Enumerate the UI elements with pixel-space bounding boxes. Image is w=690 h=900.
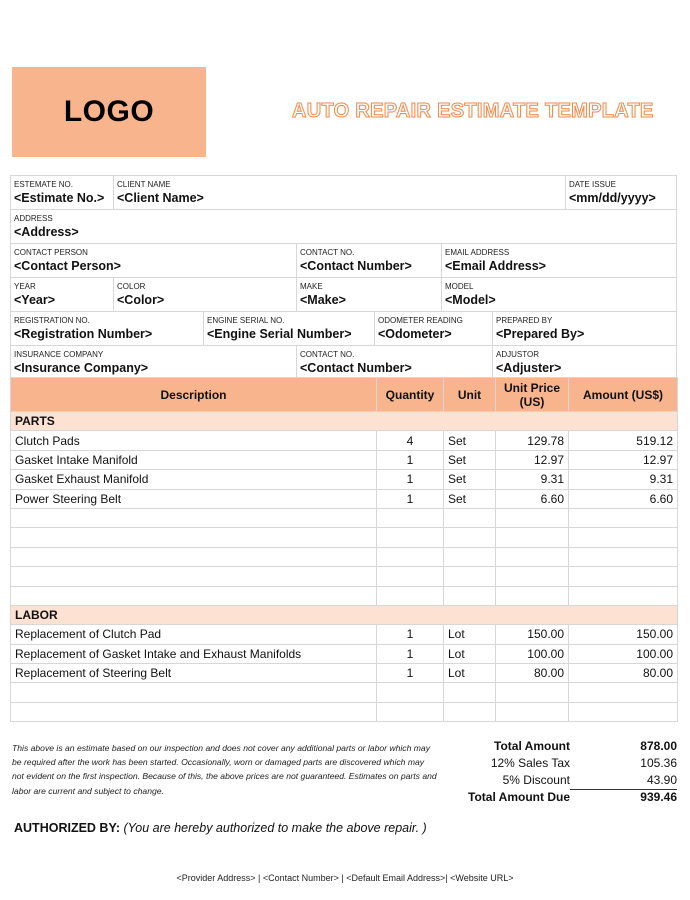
document-title: AUTO REPAIR ESTIMATE TEMPLATE <box>292 100 654 122</box>
color-label: COLOR <box>117 282 146 291</box>
address-cell[interactable] <box>10 210 677 243</box>
color-value: <Color> <box>117 293 165 307</box>
item-unit: Set <box>444 431 496 450</box>
table-row[interactable] <box>11 431 678 450</box>
unit-header: Unit <box>444 378 496 412</box>
item-unit-price: 150.00 <box>496 625 569 644</box>
contact-no-cell[interactable] <box>297 244 442 277</box>
authorization-line <box>14 821 427 835</box>
logo-text: LOGO <box>63 95 155 128</box>
total-due-row <box>446 788 677 805</box>
labor-section-label: LABOR <box>11 605 678 624</box>
engine-serial-label: ENGINE SERIAL NO. <box>207 316 285 325</box>
empty-row[interactable] <box>11 567 678 586</box>
model-value: <Model> <box>445 293 496 307</box>
item-unit: Set <box>444 470 496 489</box>
item-quantity: 1 <box>377 489 444 508</box>
empty-row[interactable] <box>11 702 678 721</box>
item-quantity: 4 <box>377 431 444 450</box>
description-header: Description <box>11 378 377 412</box>
email-value: <Email Address> <box>445 259 546 273</box>
total-due-label: Total Amount Due <box>468 789 570 804</box>
item-amount: 9.31 <box>569 470 678 489</box>
table-row[interactable] <box>11 489 678 508</box>
insurance-contact-value: <Contact Number> <box>300 361 412 375</box>
sales-tax-label: 12% Sales Tax <box>490 755 570 770</box>
item-unit-price: 9.31 <box>496 470 569 489</box>
authorization-text: (You are hereby authorized to make the above repair. ) <box>123 821 427 835</box>
registration-value: <Registration Number> <box>14 327 153 341</box>
make-value: <Make> <box>300 293 346 307</box>
contact-person-label: CONTACT PERSON <box>14 248 88 257</box>
items-table <box>10 377 678 722</box>
unit-price-header-line2: (US) <box>519 394 545 409</box>
item-amount: 150.00 <box>569 625 678 644</box>
total-amount-value: 878.00 <box>640 738 677 753</box>
insurance-label: INSURANCE COMPANY <box>14 350 104 359</box>
item-quantity: 1 <box>377 664 444 683</box>
adjustor-label: ADJUSTOR <box>496 350 539 359</box>
info-row-4 <box>10 277 677 311</box>
discount-label: 5% Discount <box>502 772 570 787</box>
engine-serial-cell[interactable] <box>204 312 375 345</box>
item-description: Replacement of Clutch Pad <box>11 625 377 644</box>
item-unit-price: 129.78 <box>496 431 569 450</box>
item-description: Gasket Exhaust Manifold <box>11 470 377 489</box>
totals-block <box>446 737 677 805</box>
model-label: MODEL <box>445 282 474 291</box>
email-label: EMAIL ADDRESS <box>445 248 510 257</box>
item-unit-price: 6.60 <box>496 489 569 508</box>
insurance-cell[interactable] <box>10 346 297 379</box>
address-label: ADDRESS <box>14 214 53 223</box>
amount-header: Amount (US$) <box>569 378 678 412</box>
address-value: <Address> <box>14 225 79 239</box>
table-header-row <box>11 378 678 412</box>
quantity-header: Quantity <box>377 378 444 412</box>
table-row[interactable] <box>11 470 678 489</box>
labor-section-row <box>11 605 678 624</box>
client-name-value: <Client Name> <box>117 191 204 205</box>
estimate-info-grid <box>10 175 677 380</box>
total-amount-row <box>446 737 677 754</box>
client-name-label: CLIENT NAME <box>117 180 171 189</box>
item-quantity: 1 <box>377 644 444 663</box>
item-quantity: 1 <box>377 450 444 469</box>
item-quantity: 1 <box>377 625 444 644</box>
make-cell[interactable] <box>297 278 442 311</box>
prepared-by-cell[interactable] <box>493 312 677 345</box>
date-issue-cell[interactable] <box>566 176 677 209</box>
contact-person-value: <Contact Person> <box>14 259 121 273</box>
prepared-by-value: <Prepared By> <box>496 327 585 341</box>
unit-price-header <box>496 378 569 412</box>
item-quantity: 1 <box>377 470 444 489</box>
item-unit-price: 80.00 <box>496 664 569 683</box>
sales-tax-value: 105.36 <box>640 755 677 770</box>
item-unit: Lot <box>444 644 496 663</box>
odometer-value: <Odometer> <box>378 327 452 341</box>
item-description: Replacement of Steering Belt <box>11 664 377 683</box>
model-cell[interactable] <box>442 278 677 311</box>
empty-row[interactable] <box>11 586 678 605</box>
logo-placeholder <box>12 67 206 157</box>
item-description: Replacement of Gasket Intake and Exhaust Manifolds <box>11 644 377 663</box>
item-amount: 100.00 <box>569 644 678 663</box>
table-row[interactable] <box>11 644 678 663</box>
year-value: <Year> <box>14 293 56 307</box>
estimate-disclaimer: This above is an estimate based on our inspection and does not cover any additional parts or labor which may be required after the work has been started. Occasionally, worn or damaged parts are discovered which may not evident on the first inspection. Because of this, the above prices are not guaranteed. Estimates on parts and labor are current and subject to change. <box>12 743 437 796</box>
sales-tax-row <box>446 754 677 771</box>
table-row[interactable] <box>11 450 678 469</box>
empty-row[interactable] <box>11 683 678 702</box>
insurance-value: <Insurance Company> <box>14 361 149 375</box>
item-unit: Lot <box>444 664 496 683</box>
item-unit: Set <box>444 450 496 469</box>
estimate-no-cell[interactable] <box>10 176 114 209</box>
date-issue-value: <mm/dd/yyyy> <box>569 191 656 205</box>
item-unit-price: 100.00 <box>496 644 569 663</box>
authorized-by-label: AUTHORIZED BY: <box>14 821 121 835</box>
engine-serial-value: <Engine Serial Number> <box>207 327 352 341</box>
estimate-no-label: ESTEMATE NO. <box>14 180 73 189</box>
discount-value: 43.90 <box>646 772 677 787</box>
info-row-6 <box>10 345 677 380</box>
info-row-2 <box>10 209 677 243</box>
discount-row <box>446 771 677 788</box>
info-row-5 <box>10 311 677 345</box>
contact-no-value: <Contact Number> <box>300 259 412 273</box>
table-row[interactable] <box>11 625 678 644</box>
adjustor-value: <Adjuster> <box>496 361 562 375</box>
item-amount: 12.97 <box>569 450 678 469</box>
item-unit: Set <box>444 489 496 508</box>
item-description: Gasket Intake Manifold <box>11 450 377 469</box>
email-cell[interactable] <box>442 244 677 277</box>
registration-label: REGISTRATION NO. <box>14 316 90 325</box>
item-unit-price: 12.97 <box>496 450 569 469</box>
contact-person-cell[interactable] <box>10 244 297 277</box>
item-description: Clutch Pads <box>11 431 377 450</box>
client-name-cell[interactable] <box>114 176 566 209</box>
adjustor-cell[interactable] <box>493 346 677 379</box>
empty-row[interactable] <box>11 508 678 527</box>
unit-price-header-line1: Unit Price <box>503 380 560 395</box>
year-cell[interactable] <box>10 278 114 311</box>
item-amount: 80.00 <box>569 664 678 683</box>
total-amount-label: Total Amount <box>494 738 570 753</box>
registration-cell[interactable] <box>10 312 204 345</box>
parts-section-row <box>11 412 678 431</box>
color-cell[interactable] <box>114 278 297 311</box>
table-row[interactable] <box>11 664 678 683</box>
parts-section-label: PARTS <box>11 412 678 431</box>
total-due-value: 939.46 <box>570 789 677 804</box>
year-label: YEAR <box>14 282 36 291</box>
item-amount: 519.12 <box>569 431 678 450</box>
info-row-1 <box>10 175 677 209</box>
insurance-contact-label: CONTACT NO. <box>300 350 355 359</box>
info-row-3 <box>10 243 677 277</box>
empty-row[interactable] <box>11 528 678 547</box>
footer-contact-info: <Provider Address> | <Contact Number> | <Default Email Address>| <Website URL> <box>176 873 514 883</box>
insurance-contact-cell[interactable] <box>297 346 493 379</box>
empty-row[interactable] <box>11 547 678 566</box>
date-issue-label: DATE ISSUE <box>569 180 616 189</box>
item-unit: Lot <box>444 625 496 644</box>
odometer-label: ODOMETER READING <box>378 316 463 325</box>
make-label: MAKE <box>300 282 323 291</box>
prepared-by-label: PREPARED BY <box>496 316 553 325</box>
contact-no-label: CONTACT NO. <box>300 248 355 257</box>
estimate-no-value: <Estimate No.> <box>14 191 105 205</box>
item-description: Power Steering Belt <box>11 489 377 508</box>
odometer-cell[interactable] <box>375 312 493 345</box>
item-amount: 6.60 <box>569 489 678 508</box>
